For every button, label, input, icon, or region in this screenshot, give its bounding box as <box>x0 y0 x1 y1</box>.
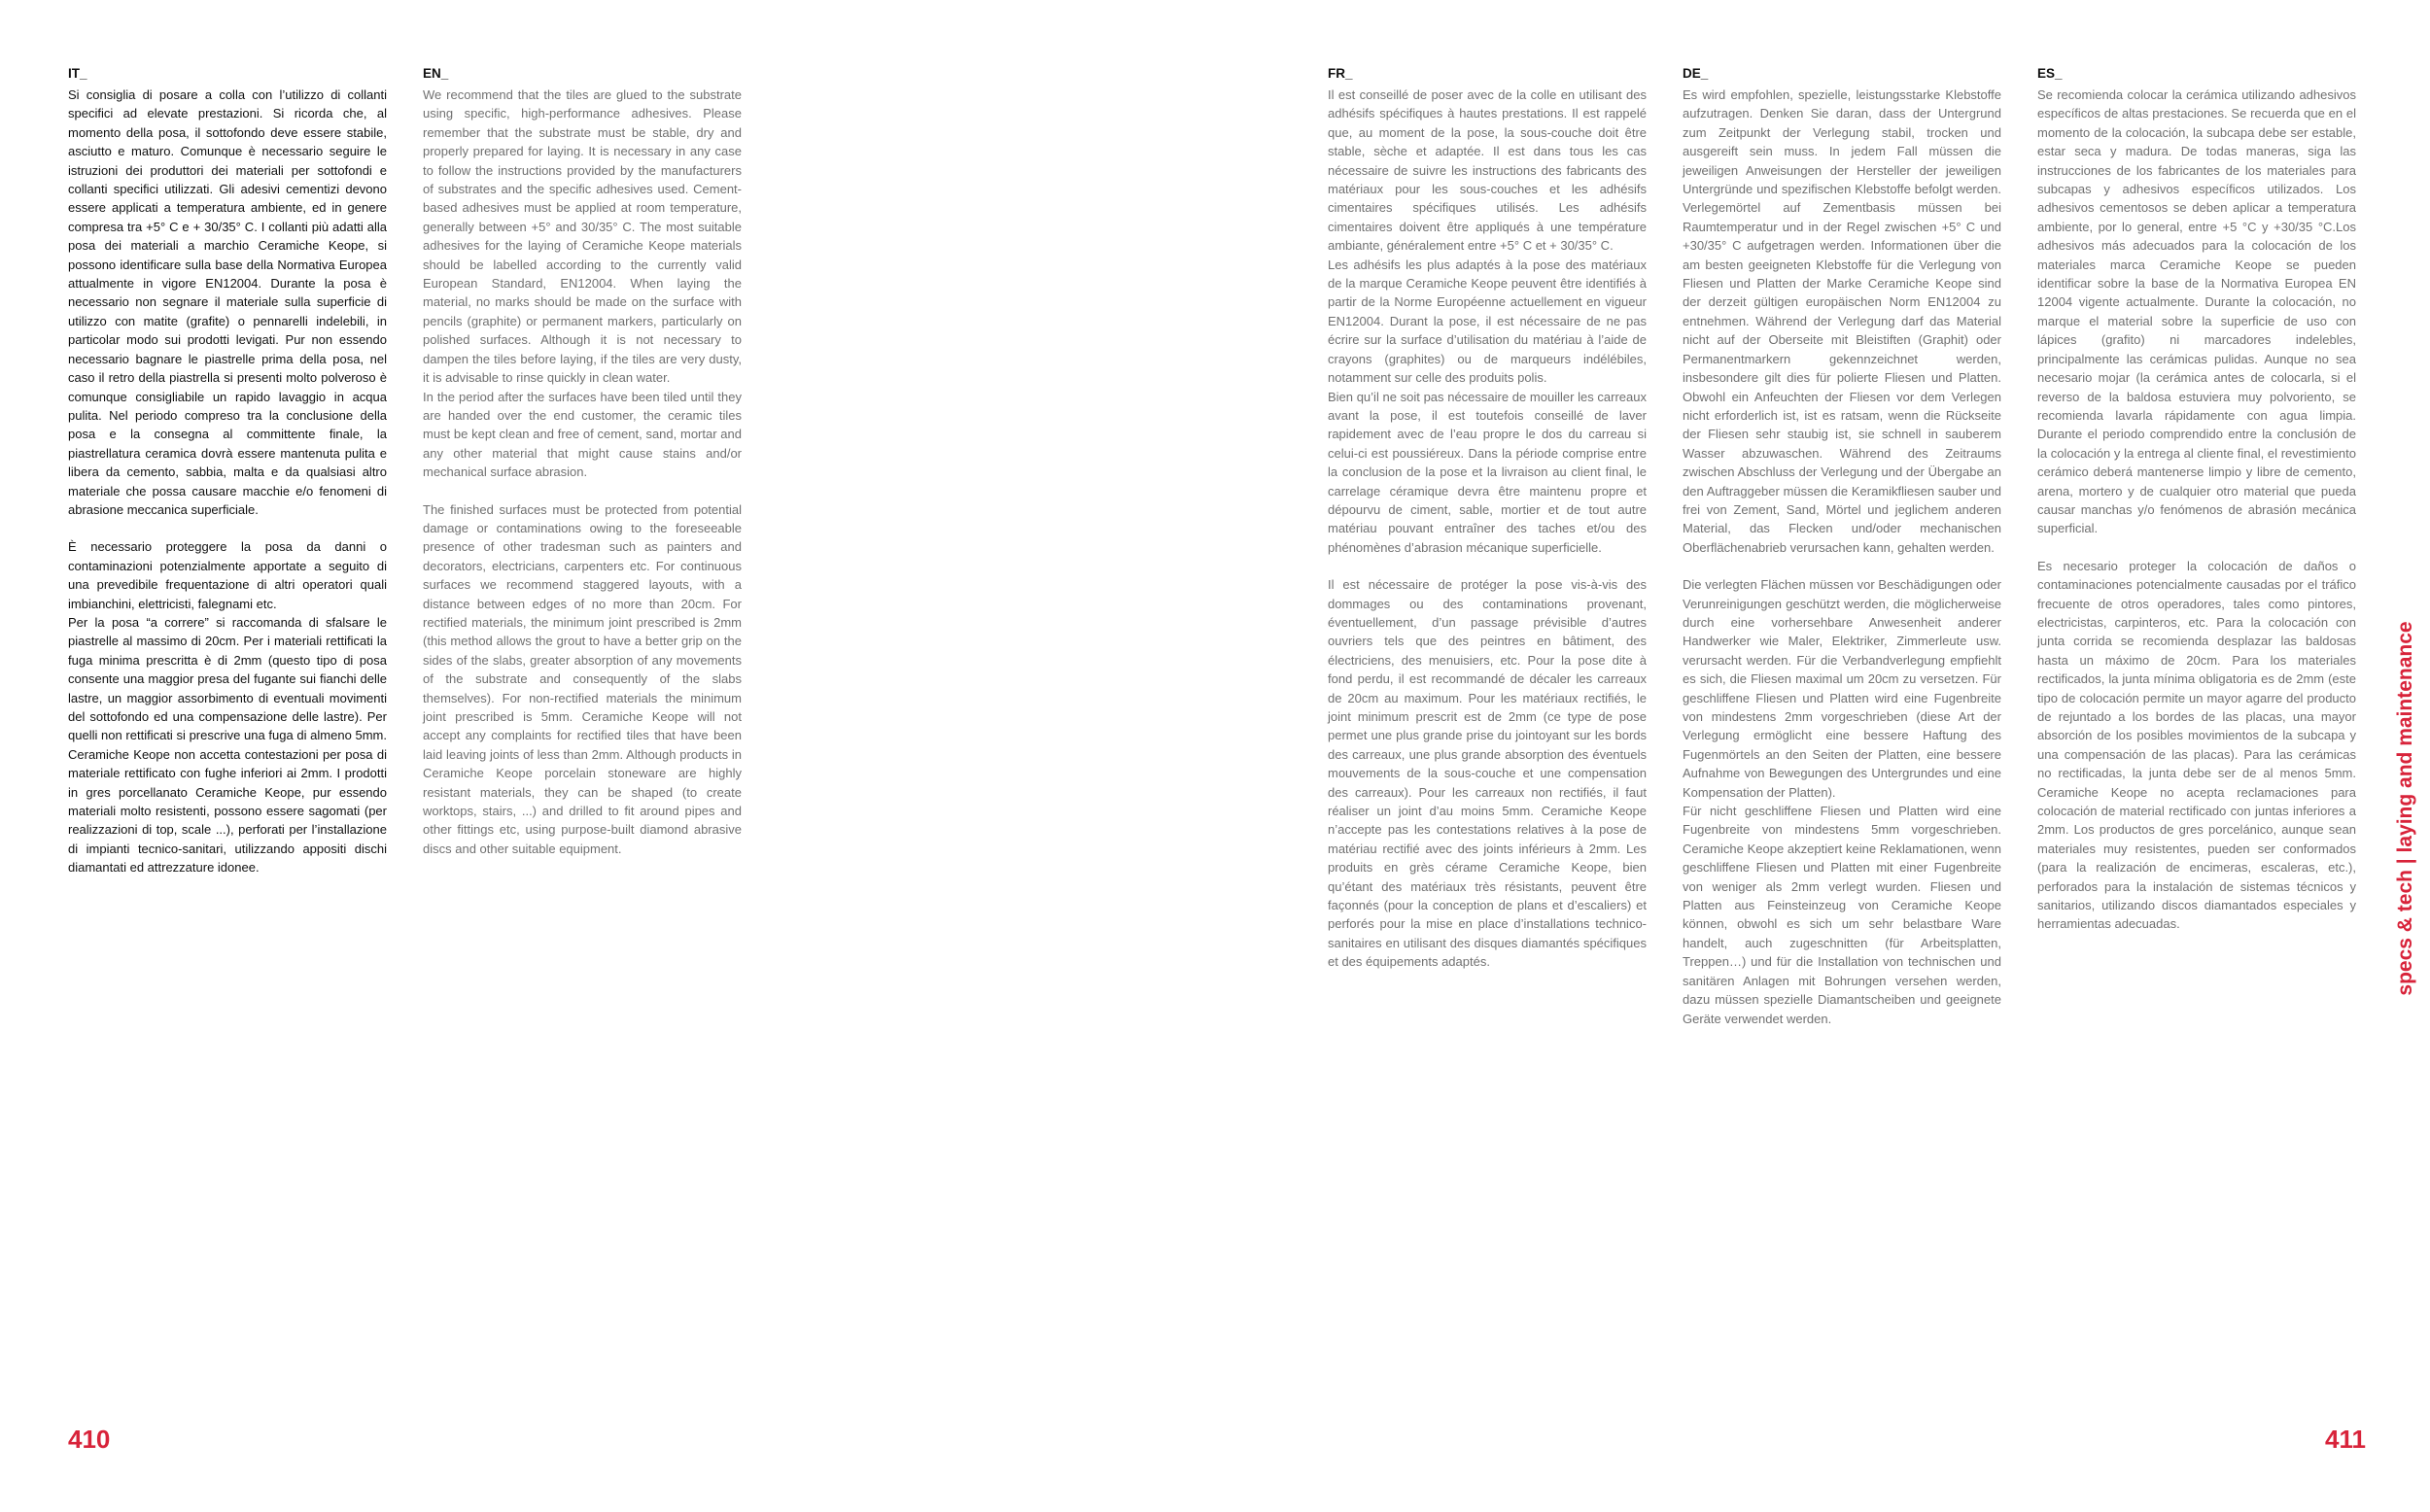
column-it <box>68 65 387 877</box>
paragraph: Les adhésifs les plus adaptés à la pose des matériaux de la marque Ceramiche Keope peuvent être identifiés à partir de la Norme Européenne actuellement en vigueur EN12004. Durant la pose, il est nécessaire de ne pas écrire sur la surface d’utilisation du matériau à l’aide de crayons (graphites) ou de marqueurs indélébiles, notamment sur celle des produits polis. <box>1328 257 1647 386</box>
page-number-right: 411 <box>2325 1425 2366 1454</box>
paragraph: The finished surfaces must be protected from potential damage or contaminations owing to the foreseeable presence of other tradesman such as painters and decorators, electricians, carpenters etc. For continuous surfaces we recommend staggered layouts, with a distance between edges of no more than 20cm. For rectified materials, the minimum joint prescribed is 2mm (this method allows the grout to have a better grip on the sides of the slabs, greater absorption of any movements of the substrate and consequently of the slabs themselves). For non-rectified materials the minimum joint prescribed is 5mm. Ceramiche Keope will not accept any complaints for rectified tiles that have been laid leaving joints of less than 2mm. Although products in Ceramiche Keope porcelain stoneware are highly resistant materials, they can be shaped (to create worktops, stairs, ...) and drilled to fit around pipes and other fittings etc, using purpose-built diamond abrasive discs and other suitable equipment. <box>423 501 742 856</box>
paragraph: Si consiglia di posare a colla con l’utilizzo di collanti specifici ad elevate prestazioni. Si ricorda che, al momento della posa, il sottofondo deve essere stabile, asciutto e maturo. Comunque è necessario seguire le istruzioni dei produttori dei materiali per sottofondi e collanti specifici utilizzati. Gli adesivi cementizi devono essere applicati a temperatura ambiente, ed in genere compresa tra +5° C e + 30/35° C. I collanti più adatti alla posa dei materiali a marchio Ceramiche Keope, si possono identificare sulla base della Normativa Europea attualmente in vigore EN12004. Durante la posa è necessario non segnare il materiale sulla superficie di utilizzo con matite (grafite) o pennarelli indelebili, in particolar modo sui prodotti levigati. Pur non essendo necessario bagnare le piastrelle prima della posa, nel caso il retro della piastrella si presenti molto polveroso è comunque consigliabile un rapido lavaggio in acqua pulita. Nel periodo compreso tra la conclusione della posa e la consegna al committente finale, la piastrellatura ceramica dovrà essere mantenuta pulita e libera da cemento, sabbia, malta e da qualsiasi altro materiale che possa causare macchie e/o fenomeni di abrasione meccanica superficiale. <box>68 87 387 517</box>
heading-it: IT_ <box>68 66 87 81</box>
heading-fr: FR_ <box>1328 66 1353 81</box>
paragraph: Il est nécessaire de protéger la pose vis-à-vis des dommages ou des contaminations provenant, éventuellement, d’un passage prévisible d’autres ouvriers tels que des peintres en bâtiment, des électriciens, des menuisiers, etc. Pour la pose dite à fond perdu, il est recommandé de décaler les carreaux de 20cm au maximum. Pour les matériaux rectifiés, le joint minimum prescrit est de 2mm (ce type de pose permet une plus grande prise du jointoyant sur les bords des carreaux, une plus grande absorption des éventuels mouvements de la sous-couche et une compensation des carreaux). Pour les carreaux non rectifiés, il faut réaliser un joint d’au moins 5mm. Ceramiche Keope n’accepte pas les contestations relatives à la pose de matériau rectifié avec des joints inférieurs à 2mm. Les produits en grès cérame Ceramiche Keope, bien qu’étant des matériaux très résistants, peuvent être façonnés (pour la conception de plans et d’escaliers) et perforés pour la mise en place d’installations technico-sanitaires en utilisant des disques diamantés spécifiques et des équipements adaptés. <box>1328 577 1647 970</box>
paragraph: Il est conseillé de poser avec de la colle en utilisant des adhésifs spécifiques à hautes prestations. Il est rappelé que, au moment de la pose, la sous-couche doit être stable, sèche et adaptée. Il est dans tous les cas nécessaire de suivre les instructions des fabricants des matériaux pour les sous-couches et les adhésifs cimentaires spécifiques utilisés. Les adhésifs cimentaires doivent être appliqués à une température ambiante, généralement entre +5° C et + 30/35° C. <box>1328 87 1647 254</box>
column-de <box>1683 65 2001 1028</box>
paragraph: Es wird empfohlen, spezielle, leistungsstarke Klebstoffe aufzutragen. Denken Sie daran, dass der Untergrund zum Zeitpunkt der Verlegung stabil, trocken und ausgereift sein muss. In jedem Fall müssen die jeweiligen Anweisungen der Hersteller der jeweiligen Untergründe und spezifischen Klebstoffe befolgt werden. Verlegemörtel auf Zementbasis müssen bei Raumtemperatur und in der Regel zwischen +5° C und +30/35° C aufgetragen werden. Informationen über die am besten geeigneten Klebstoffe für die Verlegung von Fliesen und Platten der Marke Ceramiche Keope sind der derzeit gültigen europäischen Norm EN12004 zu entnehmen. Während der Verlegung darf das Material nicht auf der Oberseite mit Bleistiften (Graphit) oder Permanentmarkern gekennzeichnet werden, insbesondere gilt dies für polierte Fliesen und Platten. Obwohl ein Anfeuchten der Fliesen vor dem Verlegen nicht erforderlich ist, ist es ratsam, wenn die Rückseite der Fliesen sehr staubig ist, sie schnell in sauberem Wasser abzuwaschen. Während des Zeitraums zwischen Abschluss der Verlegung und der Übergabe an den Auftraggeber müssen die Keramikfliesen sauber und frei von Zement, Sand, Mörtel und jeglichem anderen Material, das Flecken und/oder mechanischen Oberflächenabrieb verursachen kann, gehalten werden. <box>1683 87 2001 555</box>
page-number-left: 410 <box>68 1425 111 1454</box>
heading-es: ES_ <box>2037 66 2063 81</box>
column-es <box>2037 65 2356 934</box>
section-title: specs & tech | laying and maintenance <box>2394 621 2416 996</box>
paragraph: Per la posa “a correre” si raccomanda di sfalsare le piastrelle al massimo di 20cm. Per i materiali rettificati la fuga minima prescritta è di 2mm (questo tipo di posa consente una maggior presa del fugante sui fianchi delle lastre, un maggior assorbimento di eventuali movimenti del sottofondo ed una compensazione delle lastre). Per quelli non rettificati si prescrive una fuga di almeno 5mm. Ceramiche Keope non accetta contestazioni per posa di materiale rettificato con fughe inferiori ai 2mm. I prodotti in gres porcellanato Ceramiche Keope, pur essendo materiali molto resistenti, possono essere sagomati (per realizzazioni di top, scale ...), perforati per l’installazione di impianti tecnico-sanitari, utilizzando appositi dischi diamantati ed attrezzature idonee. <box>68 614 387 876</box>
paragraph: In the period after the surfaces have been tiled until they are handed over the end customer, the ceramic tiles must be kept clean and free of cement, sand, mortar and any other material that might cause stains and/or mechanical surface abrasion. <box>423 389 742 480</box>
column-en <box>423 65 742 858</box>
paragraph: We recommend that the tiles are glued to the substrate using specific, high-performance adhesives. Please remember that the substrate must be stable, dry and properly prepared for laying. It is necessary in any case to follow the instructions provided by the manufacturers of substrates and the specific adhesives used. Cement-based adhesives must be applied at room temperature, generally between +5° and 30/35° C. The most suitable adhesives for the laying of Ceramiche Keope materials should be labelled according to the currently valid European Standard, EN12004. When laying the material, no marks should be made on the surface with pencils (graphite) or permanent markers, particularly on polished surfaces. Although it is not necessary to dampen the tiles before laying, if the tiles are very dusty, it is advisable to rinse quickly in clean water. <box>423 87 742 386</box>
column-fr <box>1328 65 1647 972</box>
paragraph: Die verlegten Flächen müssen vor Beschädigungen oder Verunreinigungen geschützt werden, die möglicherweise durch eine vorhersehbare Anwesenheit anderer Handwerker wie Maler, Elektriker, Zimmerleute usw. verursacht werden. Für die Verbandverlegung empfiehlt es sich, die Fliesen maximal um 20cm zu versetzen. Für geschliffene Fliesen und Platten wird eine Fugenbreite von mindestens 2mm vorgeschrieben (diese Art der Verlegung ermöglicht eine bessere Haftung des Fugenmörtels an den Seiten der Platten, eine bessere Aufnahme von Bewegungen des Untergrundes und eine Kompensation der Platten). <box>1683 577 2001 800</box>
paragraph: Bien qu’il ne soit pas nécessaire de mouiller les carreaux avant la pose, il est toutefois conseillé de laver rapidement avec de l’eau propre le dos du carreau si celui-ci est poussiéreux. Dans la période comprise entre la conclusion de la pose et la livraison au client final, le carrelage céramique devra être maintenu propre et dépourvu de ciment, sable, mortier et de tout autre matériau pouvant entraîner des taches et/ou des phénomènes d’abrasion mécanique superficielle. <box>1328 389 1647 555</box>
heading-de: DE_ <box>1683 66 1709 81</box>
paragraph: Es necesario proteger la colocación de daños o contaminaciones potencialmente causadas por el tráfico frecuente de otros operadores, tales como pintores, electricistas, carpinteros, etc. Para la colocación con junta corrida se recomienda desplazar las baldosas hasta un máximo de 20cm. Para los materiales rectificados, la junta mínima obligatoria es de 2mm (este tipo de colocación permite un mayor agarre del producto de rejuntado a los bordes de las placas, una mayor absorción de los posibles movimientos de la subcapa y una compensación de las placas). Para las cerámicas no rectificadas, la junta debe ser de al menos 5mm. Ceramiche Keope no acepta reclamaciones para colocación de material rectificado con juntas inferiores a 2mm. Los productos de gres porcelánico, aunque sean materiales muy resistentes, pueden ser conformados (para la realización de encimeras, escaleras, etc.), perforados para la instalación de sistemas técnicos y sanitarios, utilizando discos diamantados especiales y herramientas adecuadas. <box>2037 558 2356 932</box>
heading-en: EN_ <box>423 66 449 81</box>
paragraph: È necessario proteggere la posa da danni o contaminazioni potenzialmente apportate a seguito di una prevedibile frequentazione di altri operatori quali imbianchini, elettricisti, falegnami etc. <box>68 539 387 611</box>
paragraph: Für nicht geschliffene Fliesen und Platten wird eine Fugenbreite von mindestens 5mm vorgeschrieben. Ceramiche Keope akzeptiert keine Reklamationen, wenn geschliffene Fliesen und Platten mit einer Fugenbreite von weniger als 2mm verlegt wurden. Fliesen und Platten aus Feinsteinzeug von Ceramiche Keope können, obwohl es sich um sehr belastbare Ware handelt, auch zugeschnitten (für Arbeitsplatten, Treppen…) und für die Installation von technischen und sanitären Anlagen mit Bohrungen versehen werden, dazu müssen spezielle Diamantscheiben und geeignete Geräte verwendet werden. <box>1683 804 2001 1026</box>
paragraph: Se recomienda colocar la cerámica utilizando adhesivos específicos de altas prestaciones. Se recuerda que en el momento de la colocación, la subcapa debe ser estable, estar seca y madura. De todas maneras, siga las instrucciones de los fabricantes de los materiales para subcapas y adhesivos específicos utilizados. Los adhesivos cementosos se deben aplicar a temperatura ambiente, por lo general, entre +5 °C y +30/35 °C.Los adhesivos más adecuados para la colocación de los materiales marca Ceramiche Keope se pueden identificar sobre la base de la Normativa Europea EN 12004 vigente actualmente. Durante la colocación, no marque el material sobre la superficie de uso con lápices (grafito) ni marcadores indelebles, principalmente las cerámicas pulidas. Aunque no sea necesario mojar (la cerámica antes de colocarla, si el reverso de la baldosa estuviera muy polvoriento, se recomienda lavarla rápidamente con agua limpia. Durante el periodo comprendido entre la conclusión de la colocación y la entrega al cliente final, el revestimiento cerámico deberá mantenerse limpio y libre de cemento, arena, mortero y de cualquier otro material que pueda causar manchas y/o fenómenos de abrasión mecánica superficial. <box>2037 87 2356 536</box>
